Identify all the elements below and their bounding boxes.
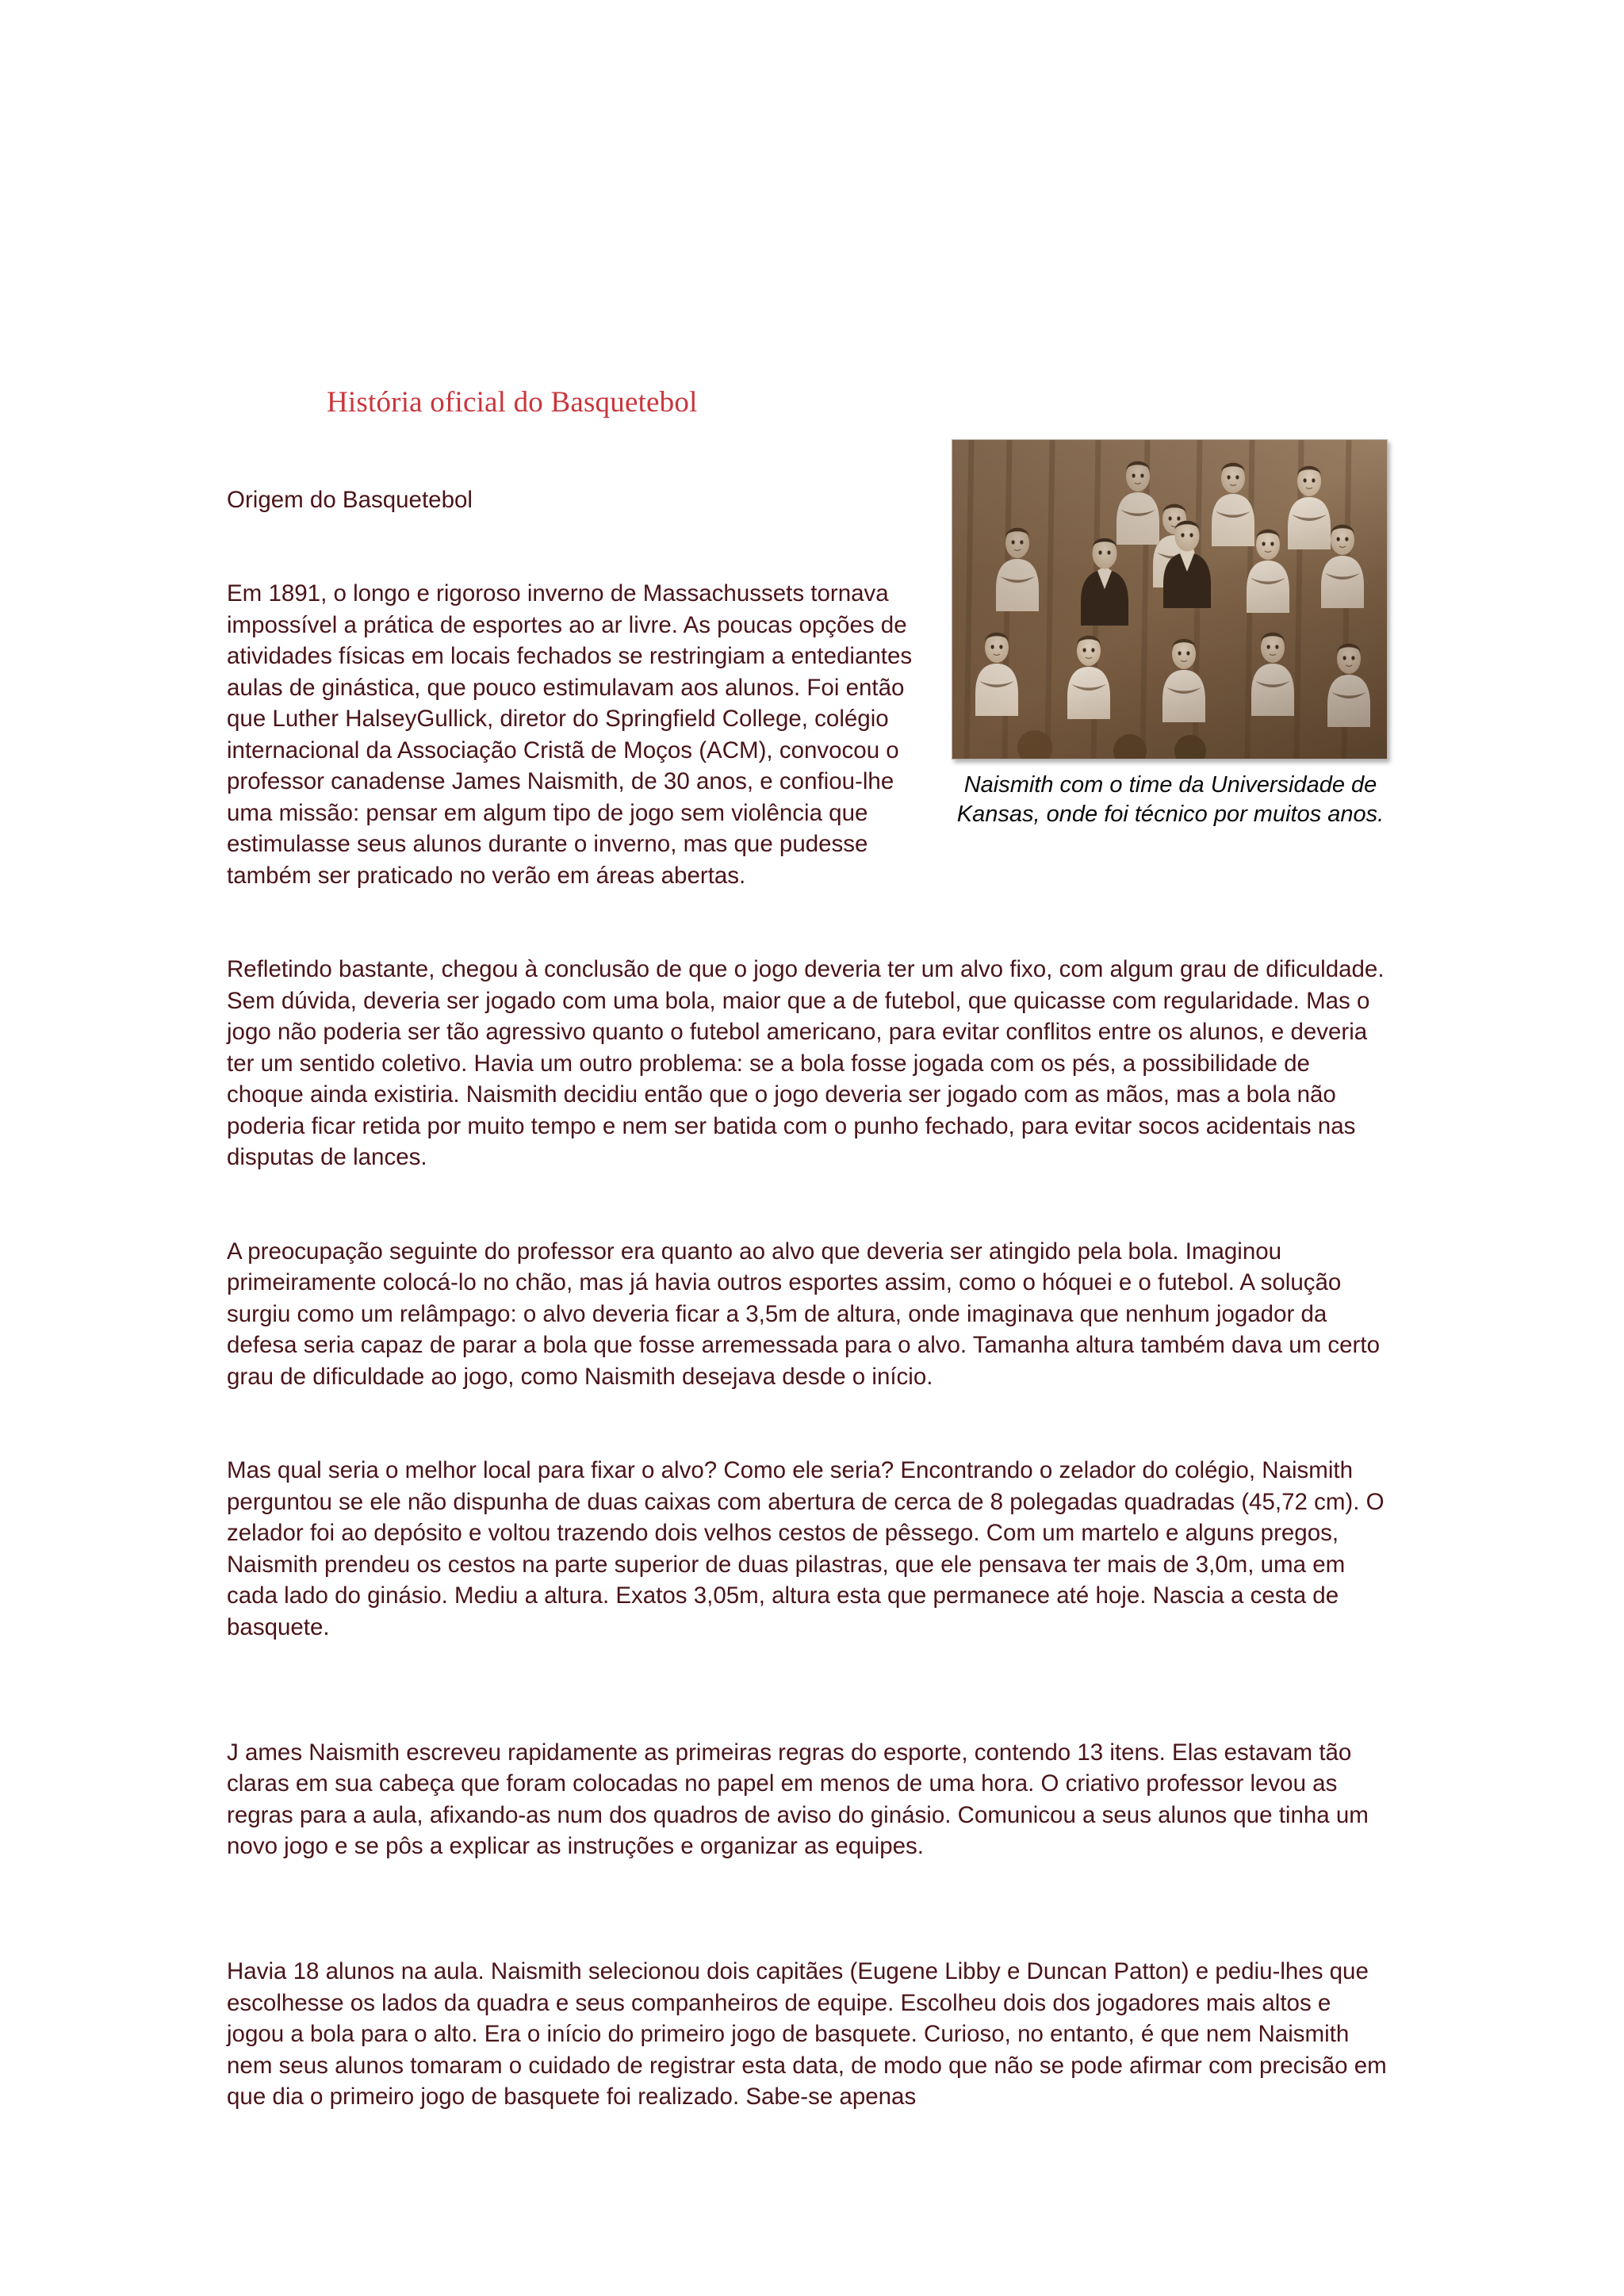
figure-naismith-team (952, 439, 1389, 830)
paragraph-2: Refletindo bastante, chegou à conclusão de que o jogo deveria ter um alvo fixo, com algum grau de dificuldade. Sem dúvida, deveria ser jogado com uma bola, maior que a de futebol, que quicasse com regularidade. Mas o jogo não poderia ser tão agressivo quanto o futebol americano, para evitar conflitos entre os alunos, e deveria ter um sentido coletivo. Havia um outro problema: se a bola fosse jogada com os pés, a possibilidade de choque ainda existiria. Naismith decidiu então que o jogo deveria ser jogado com as mãos, mas a bola não poderia ficar retida por muito tempo e nem ser batida com o punho fechado, para evitar socos acidentais nas disputas de lances. (227, 956, 1391, 1171)
figure-caption: Naismith com o time da Universidade de Kansas, onde foi técnico por muitos anos. (956, 771, 1385, 828)
paragraph-5: J ames Naismith escreveu rapidamente as primeiras regras do esporte, contendo 13 itens. Elas estavam tão claras em sua cabeça que foram colocadas no papel em menos de uma hora. O criativo professor levou as regras para a aula, afixando-as num dos quadros de aviso do ginásio. Comunicou a seus alunos que tinha um novo jogo e se pôs a explicar as instruções e organizar as equipes. (227, 1739, 1376, 1860)
paragraph-subheading: Origem do Basquetebol (227, 486, 473, 513)
naismith-kansas-team-photo (952, 439, 1388, 760)
paragraph-1: Em 1891, o longo e rigoroso inverno de Massachussets tornava impossível a prática de esportes ao ar livre. As poucas opções de atividades físicas em locais fechados se restringiam a entediantes aulas de ginástica, que pouco estimulavam aos alunos. Foi então que Luther HalseyGullick, diretor do Springfield College, colégio internacional da Associação Cristã de Moços (ACM), convocou o professor canadense James Naismith, de 30 anos, e confiou-lhe uma missão: pensar em algum tipo de jogo sem violência que estimulasse seus alunos durante o inverno, mas que pudesse também ser praticado no verão em áreas abertas. (227, 580, 919, 889)
document-content (227, 385, 1393, 2175)
page-title: História oficial do Basquetebol (327, 386, 698, 419)
paragraph-4: Mas qual seria o melhor local para fixar o alvo? Como ele seria? Encontrando o zelador do colégio, Naismith perguntou se ele não dispunha de duas caixas com abertura de cerca de 8 polegadas quadradas (45,72 cm). O zelador foi ao depósito e voltou trazendo dois velhos cestos de pêssego. Com um martelo e alguns pregos, Naismith prendeu os cestos na parte superior de duas pilastras, que ele pensava ter mais de 3,0m, uma em cada lado do ginásio. Mediu a altura. Exatos 3,05m, altura esta que permanece até hoje. Nascia a cesta de basquete. (227, 1457, 1391, 1640)
paragraph-6: Havia 18 alunos na aula. Naismith selecionou dois capitães (Eugene Libby e Duncan Patton) e pediu-lhes que escolhesse os lados da quadra e seus companheiros de equipe. Escolheu dois dos jogadores mais altos e jogou a bola para o alto. Era o início do primeiro jogo de basquete. Curioso, no entanto, é que nem Naismith nem seus alunos tomaram o cuidado de registrar esta data, de modo que não se pode afirmar com precisão em que dia o primeiro jogo de basquete foi realizado. Sabe-se apenas (227, 1958, 1393, 2110)
paragraph-3: A preocupação seguinte do professor era quanto ao alvo que deveria ser atingido pela bola. Imaginou primeiramente colocá-lo no chão, mas já havia outros esportes assim, como o hóquei e o futebol. A solução surgiu como um relâmpago: o alvo deveria ficar a 3,5m de altura, onde imaginava que nenhum jogador da defesa seria capaz de parar a bola que fosse arremessada para o alvo. Tamanha altura também dava um certo grau de dificuldade ao jogo, como Naismith desejava desde o início. (227, 1238, 1387, 1390)
